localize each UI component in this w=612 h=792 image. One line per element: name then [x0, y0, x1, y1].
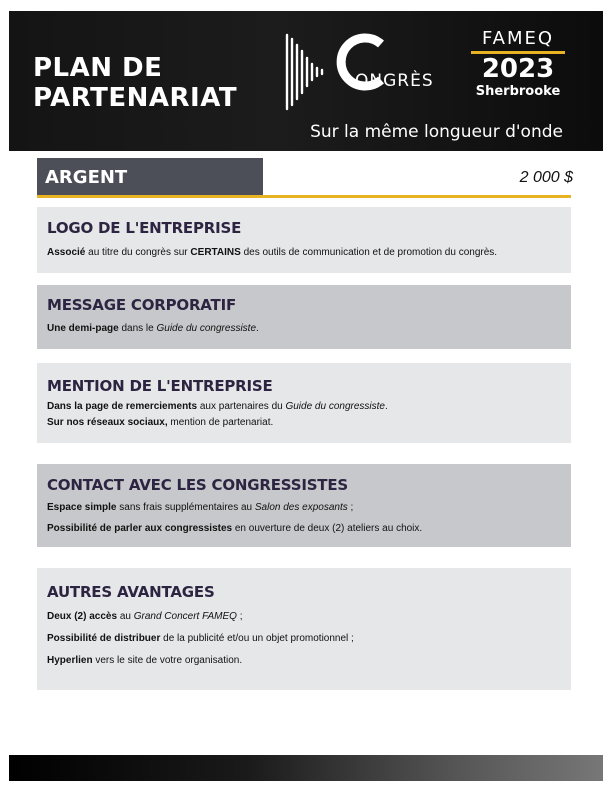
body-text: dans le [118, 323, 157, 334]
section-line [47, 522, 561, 535]
bold-text: Possibilité de distribuer [47, 633, 161, 644]
level-bar [37, 158, 263, 195]
body-text: en ouverture de deux (2) ateliers au choix. [232, 523, 423, 534]
bold-text: Hyperlien [47, 655, 93, 666]
footer-gradient-bar [9, 755, 603, 781]
event-year: 2023 [481, 54, 555, 84]
bold-text: Associé [47, 247, 86, 258]
body-text: vers le site de votre organisation. [92, 655, 243, 666]
bold-text: Possibilité de parler aux congressistes [47, 523, 233, 534]
body-text: au [117, 611, 134, 622]
body-text: . [256, 323, 259, 334]
bold-text: Espace simple [47, 502, 117, 513]
bold-text: Deux (2) accès [47, 611, 118, 622]
section-line [47, 416, 561, 429]
body-text: ; [347, 502, 354, 513]
section-line [47, 246, 561, 259]
italic-text: Guide du congressiste [156, 323, 257, 334]
document-title [33, 53, 237, 113]
italic-text: Guide du congressiste [285, 401, 385, 412]
body-text: sans frais supplémentaires au [116, 502, 255, 513]
body-text: mention de partenariat. [167, 417, 274, 428]
event-city: Sherbrooke [475, 84, 561, 99]
body-text: au titre du congrès sur [85, 247, 191, 258]
section-line [47, 632, 561, 645]
bold-text: Une demi-page [47, 323, 119, 334]
section-autres [37, 568, 571, 690]
title-line-1: PLAN DE [33, 53, 163, 83]
section-mention [37, 363, 571, 443]
level-price: 2 000 $ [519, 169, 573, 186]
level-name: ARGENT [45, 167, 128, 188]
title-line-2: PARTENARIAT [33, 83, 238, 113]
accent-divider [37, 195, 571, 198]
section-logo [37, 207, 571, 273]
header-banner [9, 11, 603, 151]
section-line [47, 654, 561, 667]
section-title: MENTION DE L'ENTREPRISE [47, 377, 273, 395]
section-line [47, 322, 561, 335]
logo-text: ONGRÈS [355, 71, 434, 91]
section-title: MESSAGE CORPORATIF [47, 296, 237, 314]
fameq-logo [471, 28, 565, 100]
tagline: Sur la même longueur d'onde [310, 122, 563, 142]
bold-text: Sur nos réseaux sociaux, [47, 417, 168, 428]
italic-text: Salon des exposants [254, 502, 348, 513]
org-name: FAMEQ [471, 28, 565, 54]
bold-text: CERTAINS [190, 247, 241, 258]
soundwave-icon [283, 31, 331, 113]
section-title: AUTRES AVANTAGES [47, 583, 215, 601]
section-contact [37, 464, 571, 547]
italic-text: Grand Concert FAMEQ [133, 611, 237, 622]
body-text: . [384, 401, 388, 412]
body-text: des outils de communication et de promotion du congrès. [240, 247, 498, 258]
section-line [47, 610, 561, 623]
section-title: CONTACT AVEC LES CONGRESSISTES [47, 476, 348, 494]
body-text: ; [236, 611, 243, 622]
section-line [47, 400, 561, 413]
section-title: LOGO DE L'ENTREPRISE [47, 219, 242, 237]
body-text: aux partenaires du [197, 401, 286, 412]
body-text: de la publicité et/ou un objet promotionnel ; [160, 633, 354, 644]
section-line [47, 501, 561, 514]
section-message [37, 285, 571, 349]
bold-text: Dans la page de remerciements [47, 401, 198, 412]
